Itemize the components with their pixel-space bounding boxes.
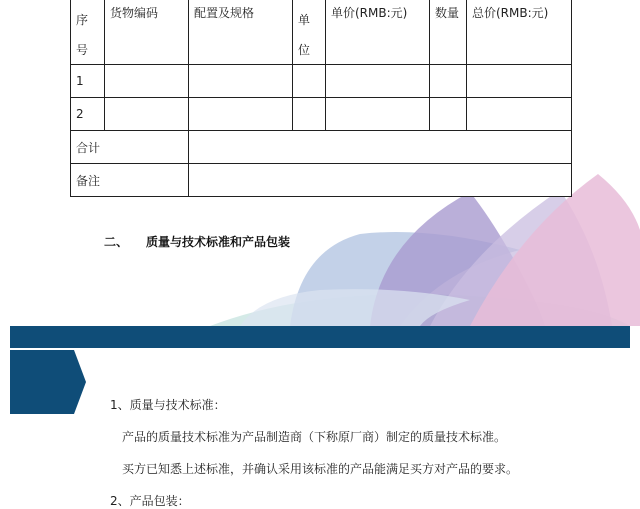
table-cell bbox=[189, 98, 293, 131]
goods-table bbox=[70, 0, 572, 197]
table-cell bbox=[467, 65, 572, 98]
table-header-row bbox=[71, 0, 572, 65]
table-cell bbox=[105, 65, 189, 98]
remark-value-cell bbox=[189, 164, 572, 197]
table-cell bbox=[105, 98, 189, 131]
header-cell-no: 序 号 bbox=[71, 0, 105, 65]
row-number-cell: 2 bbox=[71, 98, 105, 131]
section-number: 二、 bbox=[104, 235, 129, 249]
table-remark-row bbox=[71, 164, 572, 197]
table-cell bbox=[293, 65, 326, 98]
table-cell bbox=[326, 98, 430, 131]
item1-title: 1、质量与技术标准： bbox=[110, 398, 226, 412]
header-cell-total-price: 总价(RMB:元) bbox=[467, 0, 572, 65]
table-cell bbox=[189, 65, 293, 98]
section-title: 质量与技术标准和产品包装 bbox=[146, 235, 291, 249]
header-cell-quantity: 数量 bbox=[430, 0, 467, 65]
table-total-row bbox=[71, 131, 572, 164]
header-cell-code: 货物编码 bbox=[105, 0, 189, 65]
section-heading bbox=[104, 233, 290, 250]
header-cell-unit: 单 位 bbox=[293, 0, 326, 65]
header-band bbox=[10, 326, 630, 348]
table-cell bbox=[430, 98, 467, 131]
table-cell bbox=[326, 65, 430, 98]
total-label-cell: 合计 bbox=[71, 131, 189, 164]
total-value-cell bbox=[189, 131, 572, 164]
header-cell-spec: 配置及规格 bbox=[189, 0, 293, 65]
remark-label-cell: 备注 bbox=[71, 164, 189, 197]
table-cell bbox=[467, 98, 572, 131]
table-row bbox=[71, 98, 572, 131]
header-cell-unit-price: 单价(RMB:元) bbox=[326, 0, 430, 65]
table-row bbox=[71, 65, 572, 98]
item2-title: 2、产品包装： bbox=[110, 494, 190, 508]
row-number-cell: 1 bbox=[71, 65, 105, 98]
table-cell bbox=[430, 65, 467, 98]
item1-paragraph-2: 买方已知悉上述标准，并确认采用该标准的产品能满足买方对产品的要求。 bbox=[122, 462, 519, 476]
table-cell bbox=[293, 98, 326, 131]
arrow-tab-shape bbox=[10, 350, 86, 414]
item1-paragraph-1: 产品的质量技术标准为产品制造商（下称原厂商）制定的质量技术标准。 bbox=[122, 430, 507, 444]
